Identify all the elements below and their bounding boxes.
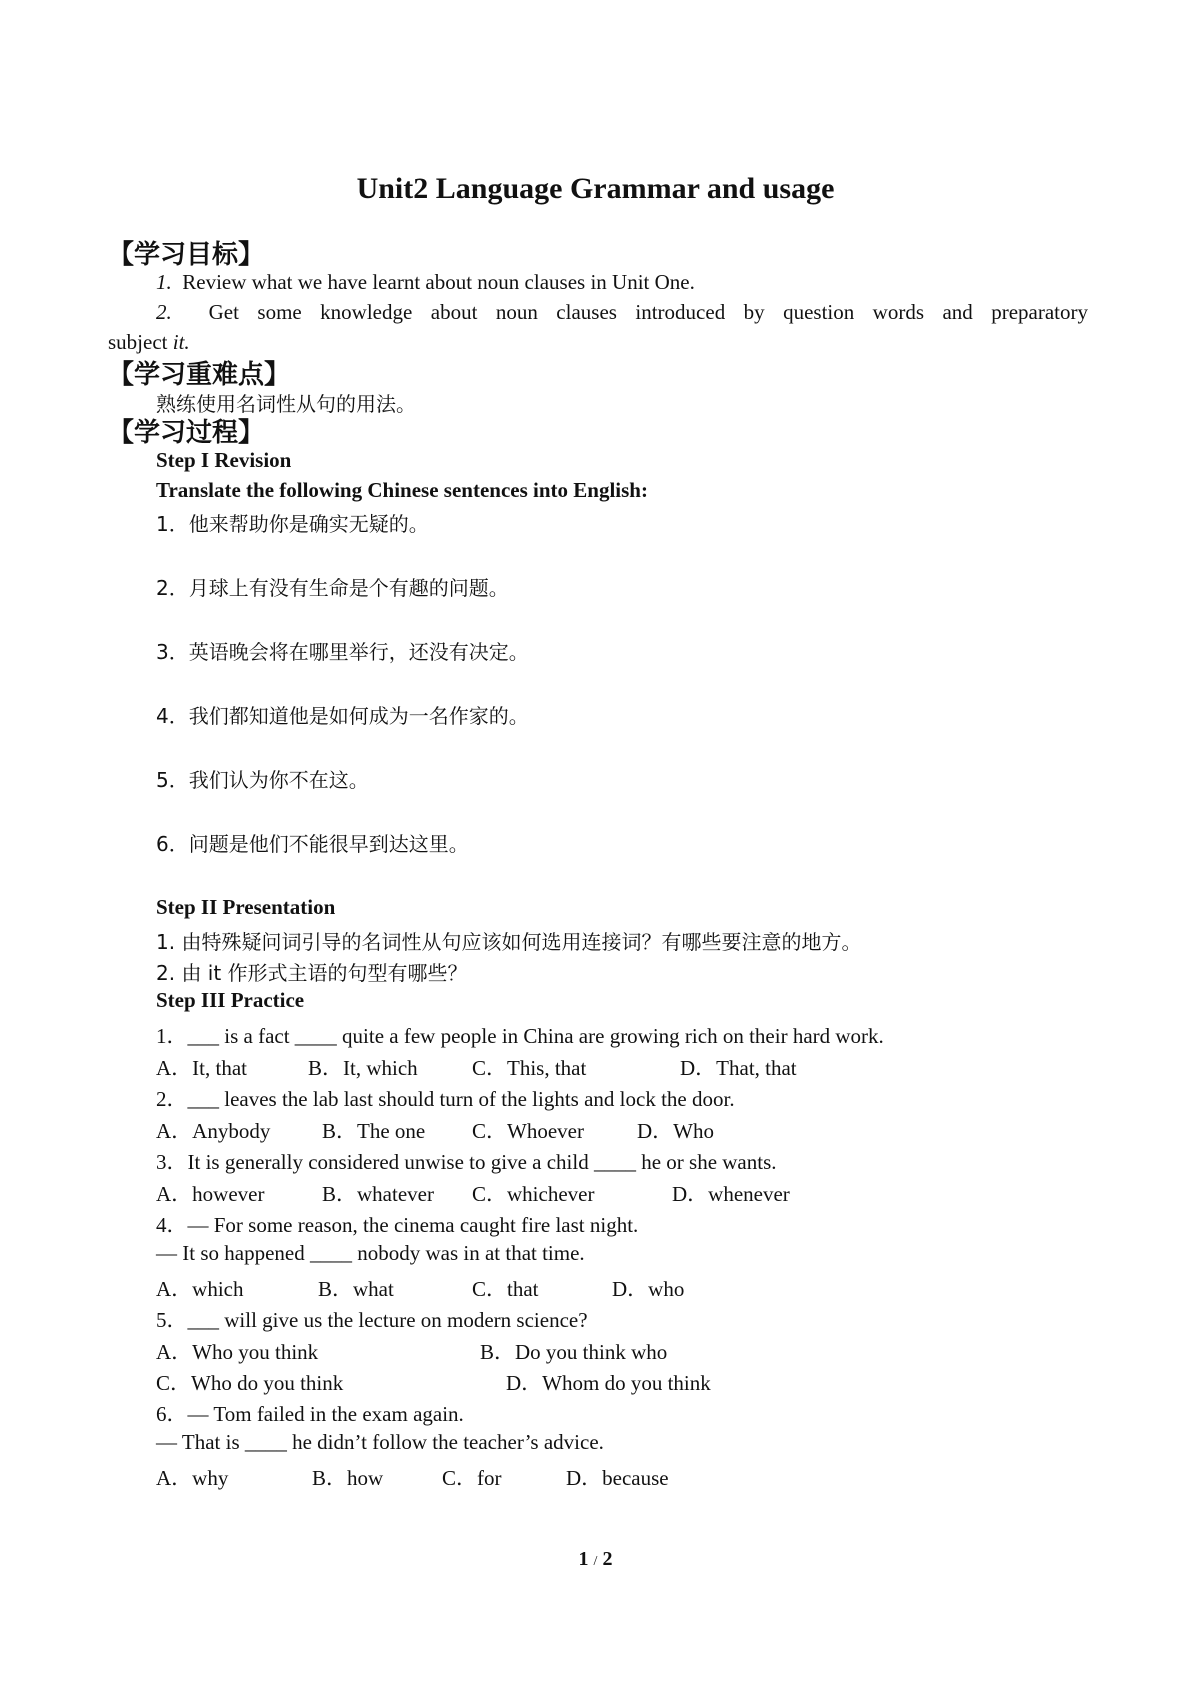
q3-option-c: C．whichever [472, 1182, 595, 1206]
q4-option-d: D．who [612, 1277, 685, 1301]
q6-option-c: C．for [442, 1466, 502, 1490]
objective-item-2-text: Get some knowledge about noun clauses introduced by question words and preparatory [208, 300, 1089, 324]
section-heading-process: 【学习过程】 [108, 418, 265, 448]
section-heading-key-points: 【学习重难点】 [108, 360, 291, 390]
q2-option-c: C．Whoever [472, 1119, 584, 1143]
translation-sentence: 2．月球上有没有生命是个有趣的问题。 [156, 576, 509, 600]
step3-heading: Step III Practice [156, 988, 305, 1012]
key-points-text: 熟练使用名词性从句的用法。 [156, 392, 416, 416]
q4-option-a: A．which [156, 1277, 244, 1301]
page-current: 1 [578, 1548, 589, 1570]
practice-question-3: 3．It is generally considered unwise to give a child ____ he or she wants. [156, 1150, 777, 1174]
objective-item-1-text: Review what we have learnt about noun clauses in Unit One. [182, 270, 695, 294]
practice-question-4-reply: — It so happened ____ nobody was in at that time. [156, 1241, 585, 1265]
objective-item-2 [156, 300, 1088, 325]
practice-question-4: 4．— For some reason, the cinema caught fire last night. [156, 1213, 639, 1237]
q3-option-a: A．however [156, 1182, 265, 1206]
q1-option-a: A．It, that [156, 1056, 247, 1080]
q2-option-d: D．Who [637, 1119, 714, 1143]
q4-option-b: B．what [318, 1277, 394, 1301]
translation-sentence: 6．问题是他们不能很早到达这里。 [156, 832, 469, 856]
page-title: Unit2 Language Grammar and usage [356, 172, 835, 205]
q2-option-a: A．Anybody [156, 1119, 271, 1143]
q3-option-d: D．whenever [672, 1182, 790, 1206]
translation-sentence: 4．我们都知道他是如何成为一名作家的。 [156, 704, 529, 728]
q3-option-b: B．whatever [322, 1182, 434, 1206]
objective-item-1-number: 1. [156, 270, 172, 294]
q1-option-d: D．That, that [680, 1056, 797, 1080]
q1-option-b: B．It, which [308, 1056, 418, 1080]
translation-sentence: 3．英语晚会将在哪里举行，还没有决定。 [156, 640, 529, 664]
practice-question-5: 5．___ will give us the lecture on modern science? [156, 1308, 588, 1332]
practice-question-1: 1．___ is a fact ____ quite a few people in China are growing rich on their hard work. [156, 1024, 884, 1048]
q5-option-b: B．Do you think who [480, 1340, 668, 1364]
practice-question-6-reply: — That is ____ he didn’t follow the teacher’s advice. [156, 1430, 604, 1454]
page-total: 2 [602, 1548, 613, 1570]
q4-option-c: C．that [472, 1277, 539, 1301]
q2-option-b: B．The one [322, 1119, 426, 1143]
page-separator: / [593, 1554, 598, 1569]
q6-option-b: B．how [312, 1466, 384, 1490]
translation-sentence: 5．我们认为你不在这。 [156, 768, 369, 792]
objective-item-2-continuation [108, 330, 190, 355]
step2-heading: Step II Presentation [156, 895, 336, 919]
practice-question-2: 2．___ leaves the lab last should turn of the lights and lock the door. [156, 1087, 735, 1111]
q5-option-d: D．Whom do you think [506, 1371, 711, 1395]
page-number [0, 1548, 1191, 1571]
objective-item-2-it: it. [172, 330, 190, 354]
q6-option-a: A．why [156, 1466, 229, 1490]
translation-sentence: 1．他来帮助你是确实无疑的。 [156, 512, 429, 536]
objective-item-2-number: 2. [156, 300, 172, 324]
q6-option-d: D．because [566, 1466, 669, 1490]
presentation-item: 2. 由 it 作形式主语的句型有哪些？ [156, 961, 468, 985]
q5-option-c: C．Who do you think [156, 1371, 344, 1395]
step1-instruction: Translate the following Chinese sentences into English: [156, 478, 648, 502]
q5-option-a: A．Who you think [156, 1340, 319, 1364]
presentation-item: 1. 由特殊疑问词引导的名词性从句应该如何选用连接词？有哪些要注意的地方。 [156, 930, 862, 954]
q1-option-c: C．This, that [472, 1056, 587, 1080]
step1-heading: Step I Revision [156, 448, 292, 472]
objective-item-1 [156, 270, 695, 295]
objective-item-2-prefix: subject [108, 330, 173, 354]
practice-question-6: 6．— Tom failed in the exam again. [156, 1402, 464, 1426]
section-heading-objectives: 【学习目标】 [108, 240, 265, 270]
